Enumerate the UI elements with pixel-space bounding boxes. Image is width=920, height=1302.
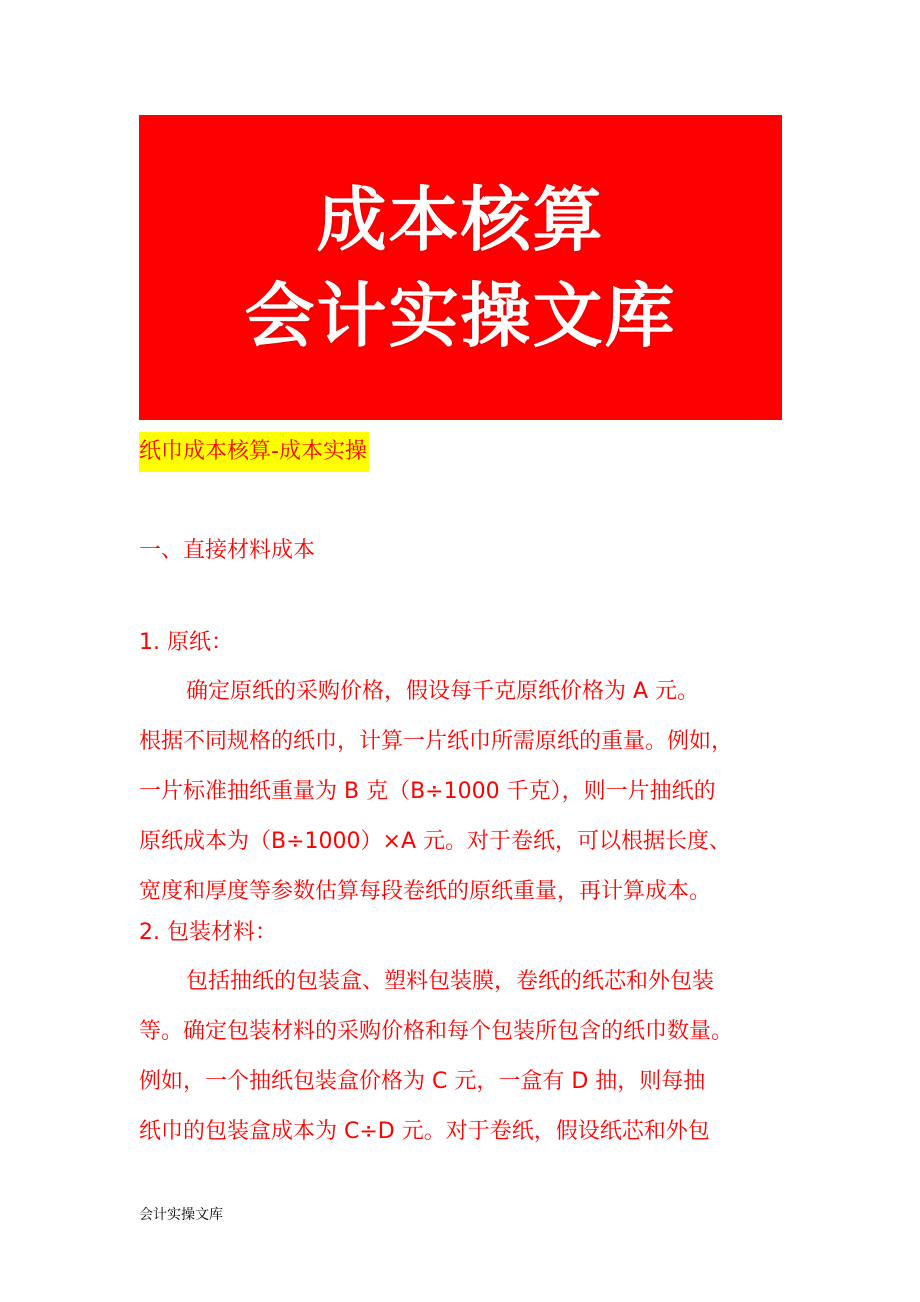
paragraph-line: 原纸成本为（B÷1000）×A 元。对于卷纸，可以根据长度、 (139, 829, 731, 854)
document-title: 纸巾成本核算-成本实操 (139, 432, 369, 472)
paragraph-line: 确定原纸的采购价格，假设每千克原纸价格为 A 元。 (186, 679, 700, 704)
item-1-paragraph (139, 667, 799, 917)
page-footer: 会计实操文库 (139, 1207, 223, 1223)
paragraph-line: 例如，一个抽纸包装盒价格为 C 元，一盒有 D 抽，则每抽 (139, 1069, 706, 1094)
cover-banner (139, 115, 782, 420)
banner-title-line-2: 会计实操文库 (244, 274, 677, 357)
paragraph-line: 一片标准抽纸重量为 B 克（B÷1000 千克），则一片抽纸的 (139, 779, 716, 804)
section-heading: 一、直接材料成本 (139, 538, 316, 563)
paragraph-line: 宽度和厚度等参数估算每段卷纸的原纸重量，再计算成本。 (139, 879, 712, 904)
paragraph-line: 纸巾的包装盒成本为 C÷D 元。对于卷纸，假设纸芯和外包 (139, 1119, 710, 1144)
item-2-paragraph (139, 957, 799, 1157)
paragraph-line: 等。确定包装材料的采购价格和每个包装所包含的纸巾数量。 (139, 1019, 734, 1044)
paragraph-line: 根据不同规格的纸巾，计算一片纸巾所需原纸的重量。例如， (139, 729, 734, 754)
item-1-heading: 1. 原纸： (139, 630, 233, 655)
paragraph-line: 包括抽纸的包装盒、塑料包装膜，卷纸的纸芯和外包装 (186, 969, 715, 994)
banner-title-line-1: 成本核算 (316, 178, 605, 261)
item-2-heading: 2. 包装材料： (139, 920, 277, 945)
